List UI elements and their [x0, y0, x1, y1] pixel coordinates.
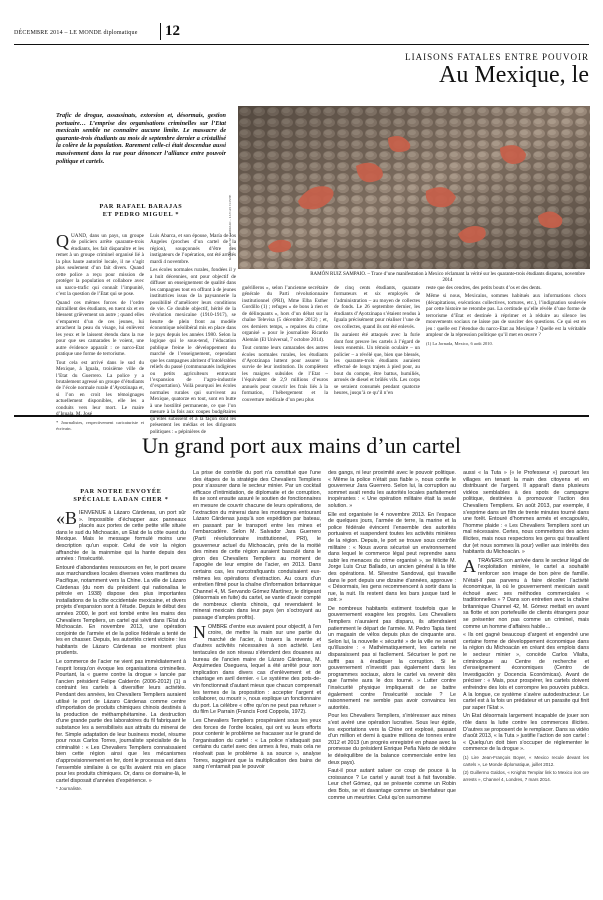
article1-column-2: [150, 233, 236, 437]
article2-title: Un grand port aux mains d’un cartel: [142, 433, 461, 458]
byline-line-2: SPÉCIALE LADAN CHER *: [73, 496, 169, 503]
paragraph: UAND, dans un pays, un groupe de policiers arrête quarante-trois étudiants, les fait disparaître et les remet à un groupe criminel organisé lié à la plus haute autorité locale, il ne s’agit plus seulement d’un fait divers. Quand cette police a reçu pour mission de protéger la population et collabore avec un narco-trafic qui connaît l’impunité, c’est la question de l’Etat qui se pose.: [56, 233, 144, 298]
dropcap: A: [463, 555, 476, 576]
byline-line-2: ET PEDRO MIGUEL *: [102, 211, 180, 218]
paragraph: Pour les Chevaliers Templiers, s’intéresser aux mines s’est avéré une opération lucrative. Sous leur égide, les exportations vers la Chine ont explosé, passant d’un million et demi à quatre millions de tonnes entre 2012 et 2013 (un progrès enregistré en phase avec la promesse du président Enrique Peña Nieto de réduire le déséquilibre de la balance commerciale entre les deux pays).: [328, 713, 456, 766]
footnote: (2) Guillermo Galdos, « Knights Templar link to Mexico iron ore arrests », Channel 4, Londres, 7 mars 2014.: [463, 770, 589, 782]
paragraph: de cinq cents étudiants, quarante formateurs et six employés de l’administration – au moyen de collectes de fonds. Le 26 septembre dernier, les étudiants d’Ayotzinapa s’étaient rendus à Iguala précisément pour réaliser l’une de ces collectes, quand ils ont été enlevés.: [334, 285, 420, 330]
paragraph: des gangs, ni leur proximité avec le pouvoir politique. « Même la police n’était pas fiable », nous confie le gouverneur Jara Guerrero. Selon lui, la corruption au sommet avait rendu les autorités locales parfaitement inopérantes : « Une opération militaire était la seule solution. »: [328, 470, 456, 509]
paragraph: Même si nous, Mexicains, sommes habitués aux informations chocs (décapitations, exécutions collectives, tortures, etc.), l’indignation soulevée par cette histoire ne retombe pas. La certitude qu’elle révèle d’une forme de terrorisme d’Etat et destinée à réprimer et à réduire au silence les mouvements sociaux ne laisse pas de susciter des questions. Ce qui est en jeu : quelle est l’étendue du narco-Etat au Mexique ? Quelle est la véritable ampleur de la répression politique qu’il met en œuvre ?: [426, 293, 586, 339]
article2-column-4: [463, 470, 589, 785]
paragraph: Elle est organisée le 4 novembre 2013. En l’espace de quelques jours, l’armée de terre, la marine et la police fédérale évincent l’ensemble des autorités portuaires et suspendent toutes les activités minières de la région. Depuis, le port se trouve sous contrôle militaire : « Nous avons sécurisé un environnement dans lequel le commerce légal peut reprendre sans subir les menaces du crime organisé », se félicite M. Jorge Luis Cruz Ballado, un ancien général à la tête des opérations. M. Silvestre Sandoval, qui travaille dans le port depuis une dizaine d’années, approuve : « Désormais, les gens recommencent à sortir dans la rue, la nuit. Ils restent dans les bars jusque tard le soir. »: [328, 511, 456, 604]
paragraph: La prise de contrôle du port n’a constitué que l’une des étapes de la stratégie des Chevaliers Templiers pour s’assurer dans le secteur minier. Par un cocktail efficace d’intimidation, de diplomatie et de corruption, ils se sont ensuite assuré le soutien de fonctionnaires en mesure de couvrir chacune de leurs opérations, de l’extraction du minerai dans les montagnes entourant Lázaro Cárdenas jusqu’à son expédition par bateau, en passant par le transport entre les mines et l’embarcadère. Selon M. Salvador Jara Guerrero (Parti révolutionnaire institutionnel, PRI), le gouverneur actuel du Michoacán, près de la moitié des mines de cette région auraient basculé dans le giron des Chevaliers Templiers au moment de l’apogée de leur empire de l’acier, en 2013. Dans certains cas, les narcotrafiquants conduisaient eux-mêmes les opérations d’extraction. Au cours d’un entretien filmé pour la chaîne d’information britannique Channel 4, M. Servando Gómez Martínez, le dirigeant (désormais en fuite) du cartel, se vante d’avoir compté de nombreux clients chinois, qui revendaient le minerai mexicain dans leur pays (en s’octroyant au passage d’amples profits).: [193, 470, 321, 622]
section-rule: [14, 415, 589, 417]
article1-chapo: Trafic de drogue, assassinats, extorsion et, désormais, gestion portuaire… L’emprise des organisations criminelles sur l’Etat mexicain semble ne connaître aucune limite. Le massacre de quarante-trois étudiants au mois de septembre dernier a cristallisé la colère de la population. Rarement celle-ci était descendue aussi massivement dans la rue pour dénoncer l’alliance entre pouvoir politique et cartels.: [56, 112, 226, 165]
article1-column-4: [334, 285, 420, 399]
paragraph: Un Etat désormais largement incapable de jouer son rôle dans la lutte contre les commerces illicites. D’autres se proposent de le remplacer. Dans sa vidéo d’août 2013, « la Tuta » justifie l’action de son cartel : « Quelqu’un doit bien s’occuper de réglementer le commerce de la drogue ».: [463, 713, 590, 753]
paragraph: Ils auraient été attaqués avec la furie dont font preuve les cartels à l’égard de leurs ennemis. Un témoin oculaire – un policier – a révélé que, bien que blessés, les quarante-trois étudiants auraient effectué de longs trajets à pied pour, au bout du compte, être battus, humiliés, arrosés de diesel et brûlés vifs. Les corps se seraient consumés pendant quatorze heures, jusqu’à ce qu’il n’en: [334, 332, 420, 397]
top-rule: [14, 44, 589, 45]
article1-title: Au Mexique, le: [439, 62, 589, 88]
article2-byline: [56, 488, 186, 504]
photo-credit: RAMON RUIZ SAMPAIO – LUCAS COSTE: [228, 194, 232, 260]
footnote: (1) La Jornada, Mexico, 6 août 2010.: [426, 340, 493, 346]
cobblestone-footprints-image: [238, 106, 590, 269]
paragraph: Les Chevaliers Templiers prospéraient sous les yeux des forces de l’ordre locales, qui ont vu leurs efforts pour contenir le problème se fracasser sur le grand de l’organisation du cartel : « La police n’attaquait pas certains du cartel avec des armes à feu, mais cela ne résolvait pas le problème à sa source », analyse Torres, suggérant que la multiplication des bains de sang n’entamait pas le pouvoir: [193, 717, 321, 771]
byline-line-1: PAR RAFAEL BARAJAS: [99, 203, 183, 210]
paragraph: Le commerce de l’acier ne vient pas immédiatement à l’esprit lorsqu’on évoque les organisations criminelles. Pourtant, la « guerre contre la drogue » lancée par l’ancien président Felipe Calderón (2006-2012) (1) a contraint les cartels à diversifier leurs activités. Pendant des années, les Chevaliers Templiers auraient utilisé le port de Lázaro Cárdenas comme centre d’importation de produits chimiques chinois destinés à la production de méthamphétamine. La destruction d’une grande partie des laboratoires du fil fabriquant le substance les a sensibilisés aux attraits du minerai de fer. Simple adaptation de leur business model, résume pour nous Carlos Torres, journaliste spécialiste de la criminalité : « Les Chevaliers Templiers connaissaient bien cette région ainsi que les mécanismes d’approvisionnement en fer, dont le processus est dans l’ensemble similaire à ce qu’ils avaient mis en place pour les produits chimiques. Or, dans ce domaine-là, le cartel disposait d’années d’expérience. »: [56, 659, 186, 784]
article1-column-1: [56, 233, 144, 435]
paragraph: De nombreux habitants estiment toutefois que le gouvernement exagère les progrès. Les Chevaliers Templiers n’auraient pas disparu, ils attendraient patiemment le départ de l’armée. M. Pedro Tapia tient un magasin de vélos depuis plus de cinquante ans. Selon lui, la nouvelle « sécurité » de la ville ne serait qu’illusoire : « Mathématiquement, les cartels ne disparaissent pas si facilement. Sécuriser le port ne suffit pas à éradiquer la corruption. Si le gouvernement n’investit pas également dans les programmes sociaux, alors le cartel va revenir dès que l’armée aura le dos tourné. » Lutter contre l’insécurité physique impliquerait de se battre également contre l’insécurité sociale ? Le raisonnement ne semble pas avoir convaincu les autorités.: [328, 605, 456, 711]
paragraph: Tout comme leurs camarades des autres écoles normales rurales, les étudiants d’Ayotzinapa luttent pour assurer la survie de leur institution. Ils complètent les maigres subsides de l’Etat – l’équivalent de 2,9 millions d’euros annuels pour couvrir les frais liés à la formation, l’hébergement et la couverture médicale d’un peu plus: [242, 345, 328, 403]
paragraph: guérilleros », selon l’ancienne secrétaire générale du Parti révolutionnaire institutionnel (PRI), Mme Elba Esther Gordillo (1) ; refuges « de bons à rien et de délinquants », hors d’un débat sur la chaîne Televisa (5 décembre 2012) ; et, ces derniers temps, « repaires du crime organisé » pour le journaliste Ricardo Alemán (El Universal, 7 octobre 2014).: [242, 285, 328, 343]
footnote: (1) Lire Jean-François Boyer, « Mexico recule devant les cartels », Le Monde diplomatique, juillet 2012.: [463, 754, 589, 767]
photo-caption: RAMÓN RUIZ SAMPAIO. – Trace d’une manifestation à Mexico réclamant la vérité sur les quarante-trois étudiants disparus, novembre 2014: [310, 272, 585, 283]
paragraph: « Ils ont gagné beaucoup d’argent et engendré une certaine forme de développement économique dans la région du Michoacán en créant des emplois dans le secteur minier », concède Carlos Vilalta, criminologue au Centre de recherche et d’enseignement économiques (Centro de Investigación y Docencia Económicas). Avant de préciser : « Mais, pour prospérer, les cartels doivent enfreindre des lois et corrompre les pouvoirs publics. A la longue, ce système s’avère autodestructeur. Le cartel est à la fois un prédateur et un parasite qui finit par saper l’Etat ».: [463, 632, 589, 711]
paragraph: Quand ces mêmes forces de l’ordre mitraillent des étudiants, en tuent six et en blessent grièvement un autre ; quand elles s’emparent d’un de ces jeunes, lui arrachent la peau du visage, lui enlèvent les yeux et le laissent étendu dans la rue pour que ses camarades le voient, une autre évidence apparaît : ce narco-Etat pratique une forme de terrorisme.: [56, 299, 144, 358]
paragraph: Tout cela est arrivé dans le sud du Mexique, à Iguala, troisième ville de l’Etat du Guerrero. La police y a brutalement agressé un groupe d’étudiants de l’école normale rurale d’Ayotzinapa et, si l’on en croit les témoignages actuellement disponibles, elle les a conduits vers leur mort. Le maire d’Iguala, M. José: [56, 359, 144, 418]
article2-column-3: [328, 470, 456, 803]
masthead: DÉCEMBRE 2014 – LE MONDE diplomatique: [14, 30, 138, 36]
paragraph: Les écoles normales rurales, fondées il y a huit décennies, ont pour objectif de diffuser un enseignement de qualité dans les campagnes tout en offrant à de jeunes institutrices issus de la paysannerie la possibilité d’améliorer leurs conditions de vie. Ce double objectif, hérité de la révolution mexicaine (1910-1917), se heurte de plein front au modèle économique néolibéral mis en place dans le pays depuis les années 1980. Selon la logique qui le sous-tend, l’éducation publique freine le développement du marché de l’enseignement, cependant que les campagnes abritent d’intolérables reliefs du passé (communautés indigènes ou petits agriculteurs entravant l’expansion de l’agro-industrie d’exportation). Voilà pourquoi les écoles normales rurales qui survivent au Mexique, quatorze en tout, sont en butte à une hostilité permanente, ce que l’on mesure à la fois aux coupes budgétaires qu’elles subissent et à la façon dont les présentent les médias et les dirigeants politiques : « pépinières de: [150, 267, 236, 435]
paragraph: aussi « la Tuta » (« le Professeur ») parcourt les villages en tenant la main des citoyens et en distribuant de l’argent. Il apparaît dans plusieurs vidéos semblables à des spots de campagne politique, destinées à promouvoir l’action des Chevaliers Templiers. En août 2013, par exemple, il s’exprime dans un film de trente minutes tourné dans une forêt. Entouré d’hommes armés et encagoulés, l’homme plaide : « Les Chevaliers Templiers sont un mal nécessaire. Certes, nous commettons des actes illicites, mais nous respectons les gens qui travaillent dur (et nous sommes là pour) veiller aux intérêts des habitants du Michoacán. »: [463, 470, 589, 556]
paragraph: TRAVERS son arrivée dans le secteur légal de l’exploitation minière, le cartel a souhaité renforcer son image de bon père de famille. N’était-il pas parvenu à faire décoller l’activité économique, là où le gouvernement mexicain avait échoué avec ses méthodes commerciales « traditionnelles » ? Dans son entretien avec la chaîne britannique Channel 42, M. Gómez mettait en avant sa flotte et son portefeuille de clients étrangers pour se présenter non pas comme un criminel, mais comme un homme d’affaires habile…: [463, 557, 589, 630]
paragraph: Entouré d’abondantes ressources en fer, le port œuvre aux marchandises locales diverses voies maritimes du Pacifique, notamment vers la Chine. La ville de Lázaro Cárdenas (du nom du président qui nationalisa le pétrole en 1938) dispose des plus importantes installations de la côte occidentale mexicaine, et divers projets d’expansion sont à l’étude. Depuis le début des années 2000, le port est tombé entre les mains des Chevaliers Templiers, un cartel qui sévit dans l’Etat du Michoacán. En novembre 2013, une opération conjointe de l’armée et de la police fédérale a tenté de les en chasser. Depuis, les autorités crient victoire : les habitants de Lázaro Cárdenas se montrent plus prudents.: [56, 564, 186, 657]
byline-line-1: PAR NOTRE ENVOYÉE: [80, 488, 162, 495]
article1-column-3: [242, 285, 328, 405]
dropcap: «B: [56, 508, 78, 528]
paragraph: IENVENUE à Lázaro Cárdenas, un port sûr ». Impossible d’échapper aux panneaux placés aux portes de cette petite ville située dans le sud du Michoacán, un Etat de la côte ouest du Mexique. Mais le message formulé moins une description qu’un espoir. Celui de voir la région affranchie de la mainmise qui la hante depuis des années : l’insécurité.: [56, 510, 186, 563]
article2-column-2: [193, 470, 321, 773]
dropcap: Q: [56, 231, 69, 251]
dropcap: N: [193, 621, 206, 642]
paragraph: Luis Abarca, et son épouse, María de los Angeles (proches d’un cartel de la région), soupçonnés d’être les instigateurs de l’opération, ont été arrêtés mardi 4 novembre.: [150, 233, 236, 265]
paragraph: reste que des cendres, des petits bouts d’os et des dents.: [426, 285, 542, 291]
article1-kicker: LIAISONS FATALES ENTRE POUVOIR: [405, 52, 589, 62]
article1-photo: [238, 106, 590, 269]
footnote: * Journalistes, respectivement caricaturiste et écrivain.: [56, 419, 144, 432]
paragraph: OMBRE d’entre eux avaient pour objectif, à l’en croire, de mettre la main sur une partie du marché de l’acier, à travers la revente et d’autres activités nécessaires à son activité. Les tentacules de son réseau s’étendent des douanes au bureau de l’ancien maire de Lázaro Cárdenas, M. Arquimedes Oseguera, lequel a été arrêté pour son implication dans divers cas d’enlèvement et de chantage en avril dernier. « Le système des pots-de-vin fonctionnait d’autant mieux que chacun comprenait les termes de la proposition : accepter l’argent et collaborer, ou mourir », nous explique un fonctionnaire du port. La célèbre « offre qu’on ne peut pas refuser » du film Le Parrain (Francis Ford Coppola, 1972).: [193, 623, 321, 716]
page-number: 12: [160, 23, 180, 40]
article1-column-5: [426, 285, 586, 349]
paragraph: Faut-il pour autant saluer ce coup de pouce à la croissance ? Le cartel y aurait tout à fait favorable. Leur chef Gómez, qui se présente comme un Robin des Bois, se vit davantage comme un bienfaiteur que comme un meurtrier. Celui qu’on surnomme: [328, 768, 456, 801]
article1-byline: [56, 203, 226, 219]
article2-column-1: [56, 510, 186, 795]
footnote: * Journaliste.: [56, 786, 83, 792]
